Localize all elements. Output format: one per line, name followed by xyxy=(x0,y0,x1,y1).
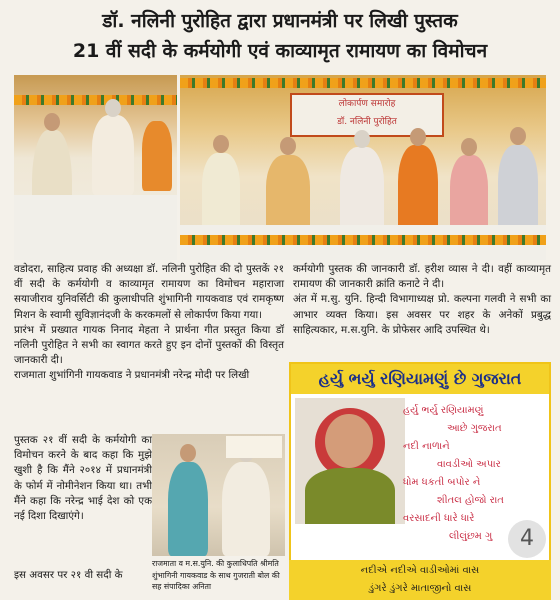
poem-line: હર્યુ ભર્યુ રણિયામણું xyxy=(403,405,484,416)
headline-line-1: डॉ. नलिनी पुरोहित द्वारा प्रधानमंत्री पर लिखी पुस्तक xyxy=(102,10,458,32)
stage-table xyxy=(14,195,177,260)
gujarat-box-footer xyxy=(289,560,551,600)
elderly-woman-figure xyxy=(92,115,134,195)
rajmata-photo xyxy=(152,434,285,556)
person-head xyxy=(510,127,526,145)
woman-figure xyxy=(450,155,488,235)
article-column-left-narrow: पुस्तक २१ वीं सदी के कर्मयोगी का विमोचन करने के बाद कहा कि मुझे खुशी है कि मैंने २०१४ में प्रधानमंत्री के फोर्म में नोमीनेशन किया था। तभी मैंने कहा कि नरेन्द्र भाई देश को एक नई दिशा दिखाएंगे। xyxy=(14,434,152,523)
footer-line: નદીએ નદીએ વાડીઓમાં વાસ xyxy=(360,565,480,576)
swami-figure xyxy=(398,145,438,237)
poem-line: શીતલ હોજો રાત xyxy=(437,495,504,506)
person-head xyxy=(461,138,477,156)
poem-line: ધોમ ધકતી બપોર ને xyxy=(403,477,481,488)
poet-portrait xyxy=(295,398,405,524)
person-head xyxy=(280,137,296,155)
photo-banner xyxy=(226,436,282,458)
gujarat-box-title: હર્યુ ભર્યુ રણિયામણું છે ગુજરાત xyxy=(291,364,549,394)
poet-face xyxy=(325,414,373,468)
person-head xyxy=(180,444,196,462)
footer-line: ડુંગરે ડુંગરે માતાજીનો વાસ xyxy=(368,583,472,594)
man-figure xyxy=(498,145,538,235)
woman-with-book-figure xyxy=(266,155,310,235)
poem-line: આછે ગુજરાત xyxy=(447,423,502,434)
banner-text: लोकार्पण समारोह डॉ. नलिनी पुरोहित xyxy=(337,99,397,127)
poem-line: વરસાદની ધારે ધારે xyxy=(403,513,475,524)
woman-figure xyxy=(168,462,208,556)
poet-shoulders xyxy=(305,468,395,524)
photo-caption: राजमाता व म.स.युनि. की कुलाधिपति श्रीमति शुंभागिनी गायकवाड के साथ गुजराती बोल की सह संपादिका अनिता xyxy=(152,559,280,591)
article-column-left-bottom: इस अवसर पर २१ वी सदी के xyxy=(14,569,123,581)
article-column-right: कर्मयोगी पुस्तक की जानकारी डॉ. हरीश व्यास ने दी। वहीं काव्यामृत रामायण की जानकारी क्रांति कनाटे ने दी। अंत में म.सु. युनि. हिन्दी विभागाध्यक्ष प्रो. कल्पना गलवी ने सभी का आभार व्यक्त किया। इस अवसर पर शहर के अनेकों प्रबुद्ध साहित्यकार, म.स.युनि. के प्रोफेसर आदि उपस्थित थे। xyxy=(293,263,551,336)
poem-line: નદી નાળાને xyxy=(403,441,450,452)
garland-decoration xyxy=(14,95,177,105)
elderly-woman-figure xyxy=(340,147,384,235)
page-number-badge: 4 xyxy=(508,520,546,558)
person-head xyxy=(410,128,426,146)
rajmata-figure xyxy=(222,462,270,556)
swami-figure xyxy=(142,121,172,191)
event-photo-left xyxy=(14,75,177,260)
man-with-book-figure xyxy=(202,153,240,233)
poem-line: લીલુંછમ ગુ xyxy=(449,531,493,542)
garland-decoration xyxy=(180,78,546,88)
event-photo-right xyxy=(180,75,546,260)
article-column-left: वडोदरा, साहित्य प्रवाह की अध्यक्षा डॉ. नलिनी पुरोहित की दो पुस्तकें २१ वीं सदी के कर्मयोगी व काव्यामृत रामायण का विमोचन महाराजा सयाजीराव युनिवर्सिटी की कुलाधीपति शुंभागिनी गायकवाड एवं रामकृष्ण मिशन के स्वामी सुविज्ञानंदजी के करकमलों से लोकार्पण किया गया। प्रारंभ में प्रख्यात गायक निनाद मेहता ने प्रार्थना गीत प्रस्तुत किया डॉ नलिनी पुरोहित ने सभी का स्वागत करते हुए इन दोनों पुस्तकों की विस्तृत जानकारी दी। राजमाता शुभांगिनी गायकवाड ने प्रधानमंत्री नरेन्द्र मोदी पर लिखी xyxy=(14,263,284,382)
person-head xyxy=(354,130,370,148)
headline xyxy=(0,0,560,72)
poem-line: વાવડીઓ અપાર xyxy=(437,459,501,470)
garland-decoration xyxy=(180,235,546,245)
person-head xyxy=(44,113,60,131)
person-head xyxy=(213,135,229,153)
person-head xyxy=(105,99,121,117)
headline-line-2: 21 वीं सदी के कर्मयोगी एवं काव्यामृत रामायण का विमोचन xyxy=(72,40,488,62)
